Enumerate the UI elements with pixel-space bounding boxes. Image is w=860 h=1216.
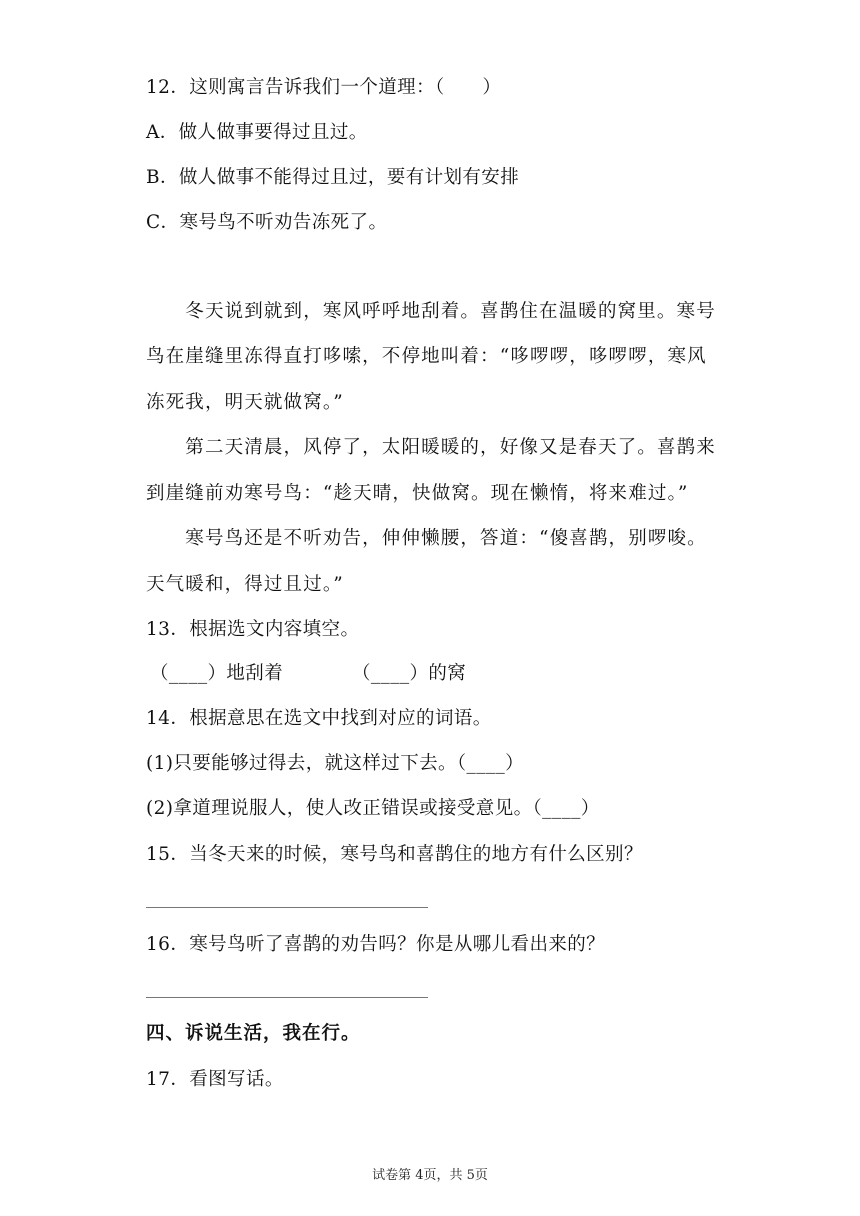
q13-blank-2: （____）的窝: [352, 663, 467, 684]
q17-stem: 17．看图写话。: [146, 1069, 284, 1090]
q13-stem: 13．根据选文内容填空。: [146, 619, 360, 640]
passage-line: 寒号鸟还是不听劝告，伸伸懒腰，答道：“傻喜鹊，别啰唆。: [146, 528, 707, 549]
q15-answer-line: [146, 907, 428, 908]
passage-line: 冬天说到就到，寒风呼呼地刮着。喜鹊住在温暖的窝里。寒号: [146, 301, 716, 322]
passage-line: 到崖缝前劝寒号鸟：“趁天晴，快做窝。现在懒惰，将来难过。”: [146, 483, 689, 504]
q14-stem: 14．根据意思在选文中找到对应的词语。: [146, 708, 492, 729]
q12-option-c: C．寒号鸟不听劝告冻死了。: [146, 212, 388, 233]
q14-item-2: (2)拿道理说服人，使人改正错误或接受意见。（____）: [146, 798, 600, 819]
q13-blank-1: （____）地刮着: [150, 663, 284, 684]
q12-option-b: B．做人做事不能得过且过，要有计划有安排: [146, 167, 520, 188]
q16-stem: 16．寒号鸟听了喜鹊的劝告吗？你是从哪儿看出来的？: [146, 934, 606, 955]
passage-line: 天气暖和，得过且过。”: [146, 574, 344, 595]
passage-line: 鸟在崖缝里冻得直打哆嗦，不停地叫着：“哆啰啰，哆啰啰，寒风: [146, 346, 707, 367]
passage-line: 冻死我，明天就做窝。”: [146, 392, 344, 413]
page-footer: 试卷第 4页，共 5页: [372, 1168, 488, 1183]
q16-answer-line: [146, 997, 428, 998]
q15-stem: 15．当冬天来的时候，寒号鸟和喜鹊住的地方有什么区别？: [146, 844, 643, 865]
section-4-title: 四、诉说生活，我在行。: [146, 1023, 361, 1044]
q12-stem: 12．这则寓言告诉我们一个道理：（ ）: [146, 77, 502, 98]
passage-line: 第二天清晨，风停了，太阳暖暖的，好像又是春天了。喜鹊来: [146, 437, 716, 458]
q12-option-a: A．做人做事要得过且过。: [146, 122, 368, 143]
q14-item-1: (1)只要能够过得去，就这样过下去。（____）: [146, 753, 525, 774]
